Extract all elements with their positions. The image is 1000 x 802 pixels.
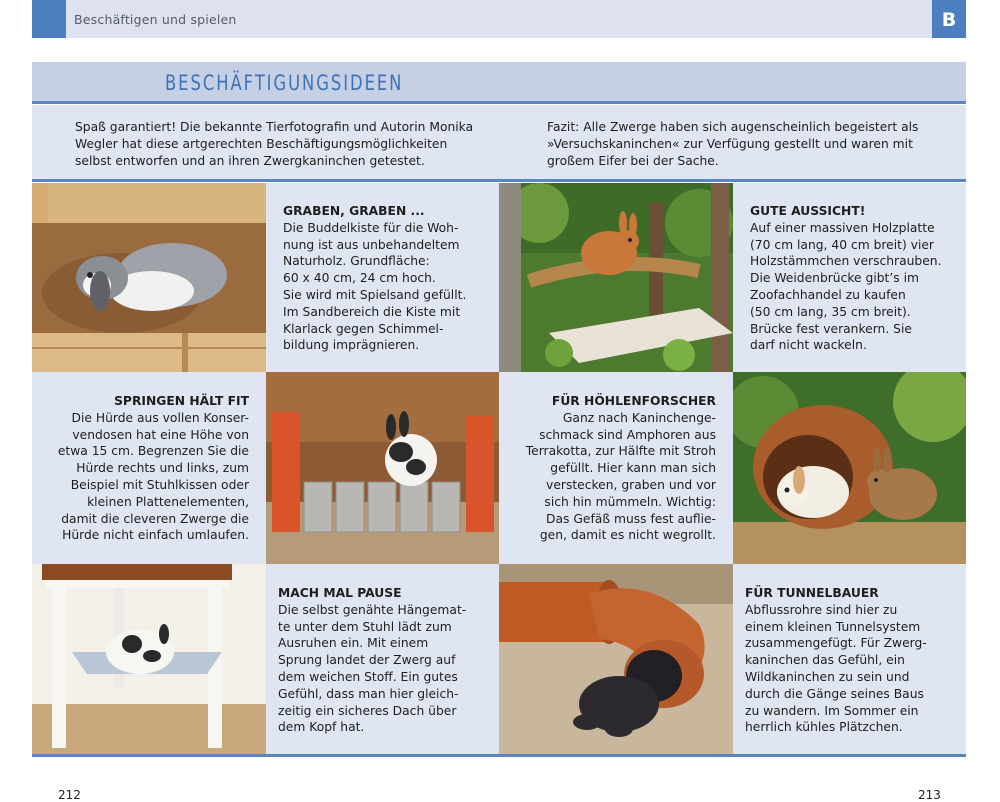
divider-rule (32, 754, 966, 757)
idea-body: Die Hürde aus vollen Konser- vendosen hat eine Höhe von etwa 15 cm. Begrenzen Sie die Hürde rechts und links, zum Beispiel mit Stuhlkissen oder kleinen Plattenelementen, damit die cleveren Zwerge die Hürde nicht einfach umlaufen. (57, 410, 249, 543)
idea-card-graben (266, 183, 499, 372)
title-band (32, 62, 966, 102)
photo-pipe-rabbit (499, 564, 733, 754)
idea-card-pause (266, 564, 499, 754)
idea-heading: FÜR HÖHLENFORSCHER (551, 394, 716, 408)
idea-card-springen (32, 372, 266, 564)
divider-rule (32, 101, 966, 104)
idea-heading: SPRINGEN HÄLT FIT (114, 394, 249, 408)
photo-amphora-rabbits (733, 372, 966, 564)
idea-body: Ganz nach Kaninchenge- schmack sind Amphoren aus Terrakotta, zur Hälfte mit Stroh gefüllt. Hier kann man sich verstecken, graben und vor sich hin mümmeln. Wichtig: Das Gefäß muss fest auflie- gen, damit es nicht wegrollt. (525, 410, 716, 543)
photo-sandbox-rabbit (32, 183, 266, 372)
idea-body: Abflussrohre sind hier zu einem kleinen Tunnelsystem zusammengefügt. Für Zwerg- kaninchen das Gefühl, ein Wildkaninchen zu sein und durch die Gänge seines Baus zu wandern. Im Sommer ein herrlich kühles Plätzchen. (745, 602, 927, 735)
photo-jumping-rabbit (266, 372, 499, 564)
photo-hammock-rabbit (32, 564, 266, 754)
intro-right-text: Fazit: Alle Zwerge haben sich augenscheinlich begeistert als »Versuchskaninchen« zur Verfügung gestellt und waren mit großem Eifer bei der Sache. (547, 120, 919, 168)
page-number-left: 212 (58, 788, 81, 802)
idea-body: Die Buddelkiste für die Woh- nung ist aus unbehandeltem Naturholz. Grundfläche: 60 x 40 cm, 24 cm hoch. Sie wird mit Spielsand gefüllt. Im Sandbereich die Kiste mit Klarlack gegen Schimmel- bildung imprägnieren. (283, 220, 467, 353)
page-title: BESCHÄFTIGUNGSIDEEN (165, 71, 404, 95)
page-number-right: 213 (918, 788, 941, 802)
idea-card-hoehlen (499, 372, 733, 564)
idea-heading: MACH MAL PAUSE (278, 586, 402, 600)
section-title: Beschäftigen und spielen (74, 12, 237, 27)
header-accent-bar (32, 0, 66, 38)
idea-heading: FÜR TUNNELBAUER (745, 586, 879, 600)
chapter-badge: B (932, 0, 966, 38)
divider-rule (32, 179, 966, 182)
running-header (32, 0, 966, 38)
intro-panel (32, 105, 966, 179)
idea-heading: GRABEN, GRABEN ... (283, 204, 425, 218)
photo-bridge-rabbit (499, 183, 733, 372)
idea-heading: GUTE AUSSICHT! (750, 204, 866, 218)
idea-body: Die selbst genähte Hängemat- te unter dem Stuhl lädt zum Ausruhen ein. Mit einem Sprung landet der Zwerg auf dem weichen Stoff. Ein gutes Gefühl, dass man hier gleich- zeitig ein sicheres Dach über dem Kopf hat. (278, 602, 467, 735)
idea-card-tunnel (733, 564, 966, 754)
idea-card-aussicht (733, 183, 966, 372)
intro-left-text: Spaß garantiert! Die bekannte Tierfotografin und Autorin Monika Wegler hat diese artgerechten Beschäftigungsmöglichkeiten selbst entworfen und an ihren Zwergkaninchen getestet. (75, 120, 474, 168)
idea-body: Auf einer massiven Holzplatte (70 cm lang, 40 cm breit) vier Holzstämmchen verschrauben. Die Weidenbrücke gibt’s im Zoofachhandel zu kaufen (50 cm lang, 35 cm breit). Brücke fest verankern. Sie darf nicht wackeln. (750, 220, 942, 353)
